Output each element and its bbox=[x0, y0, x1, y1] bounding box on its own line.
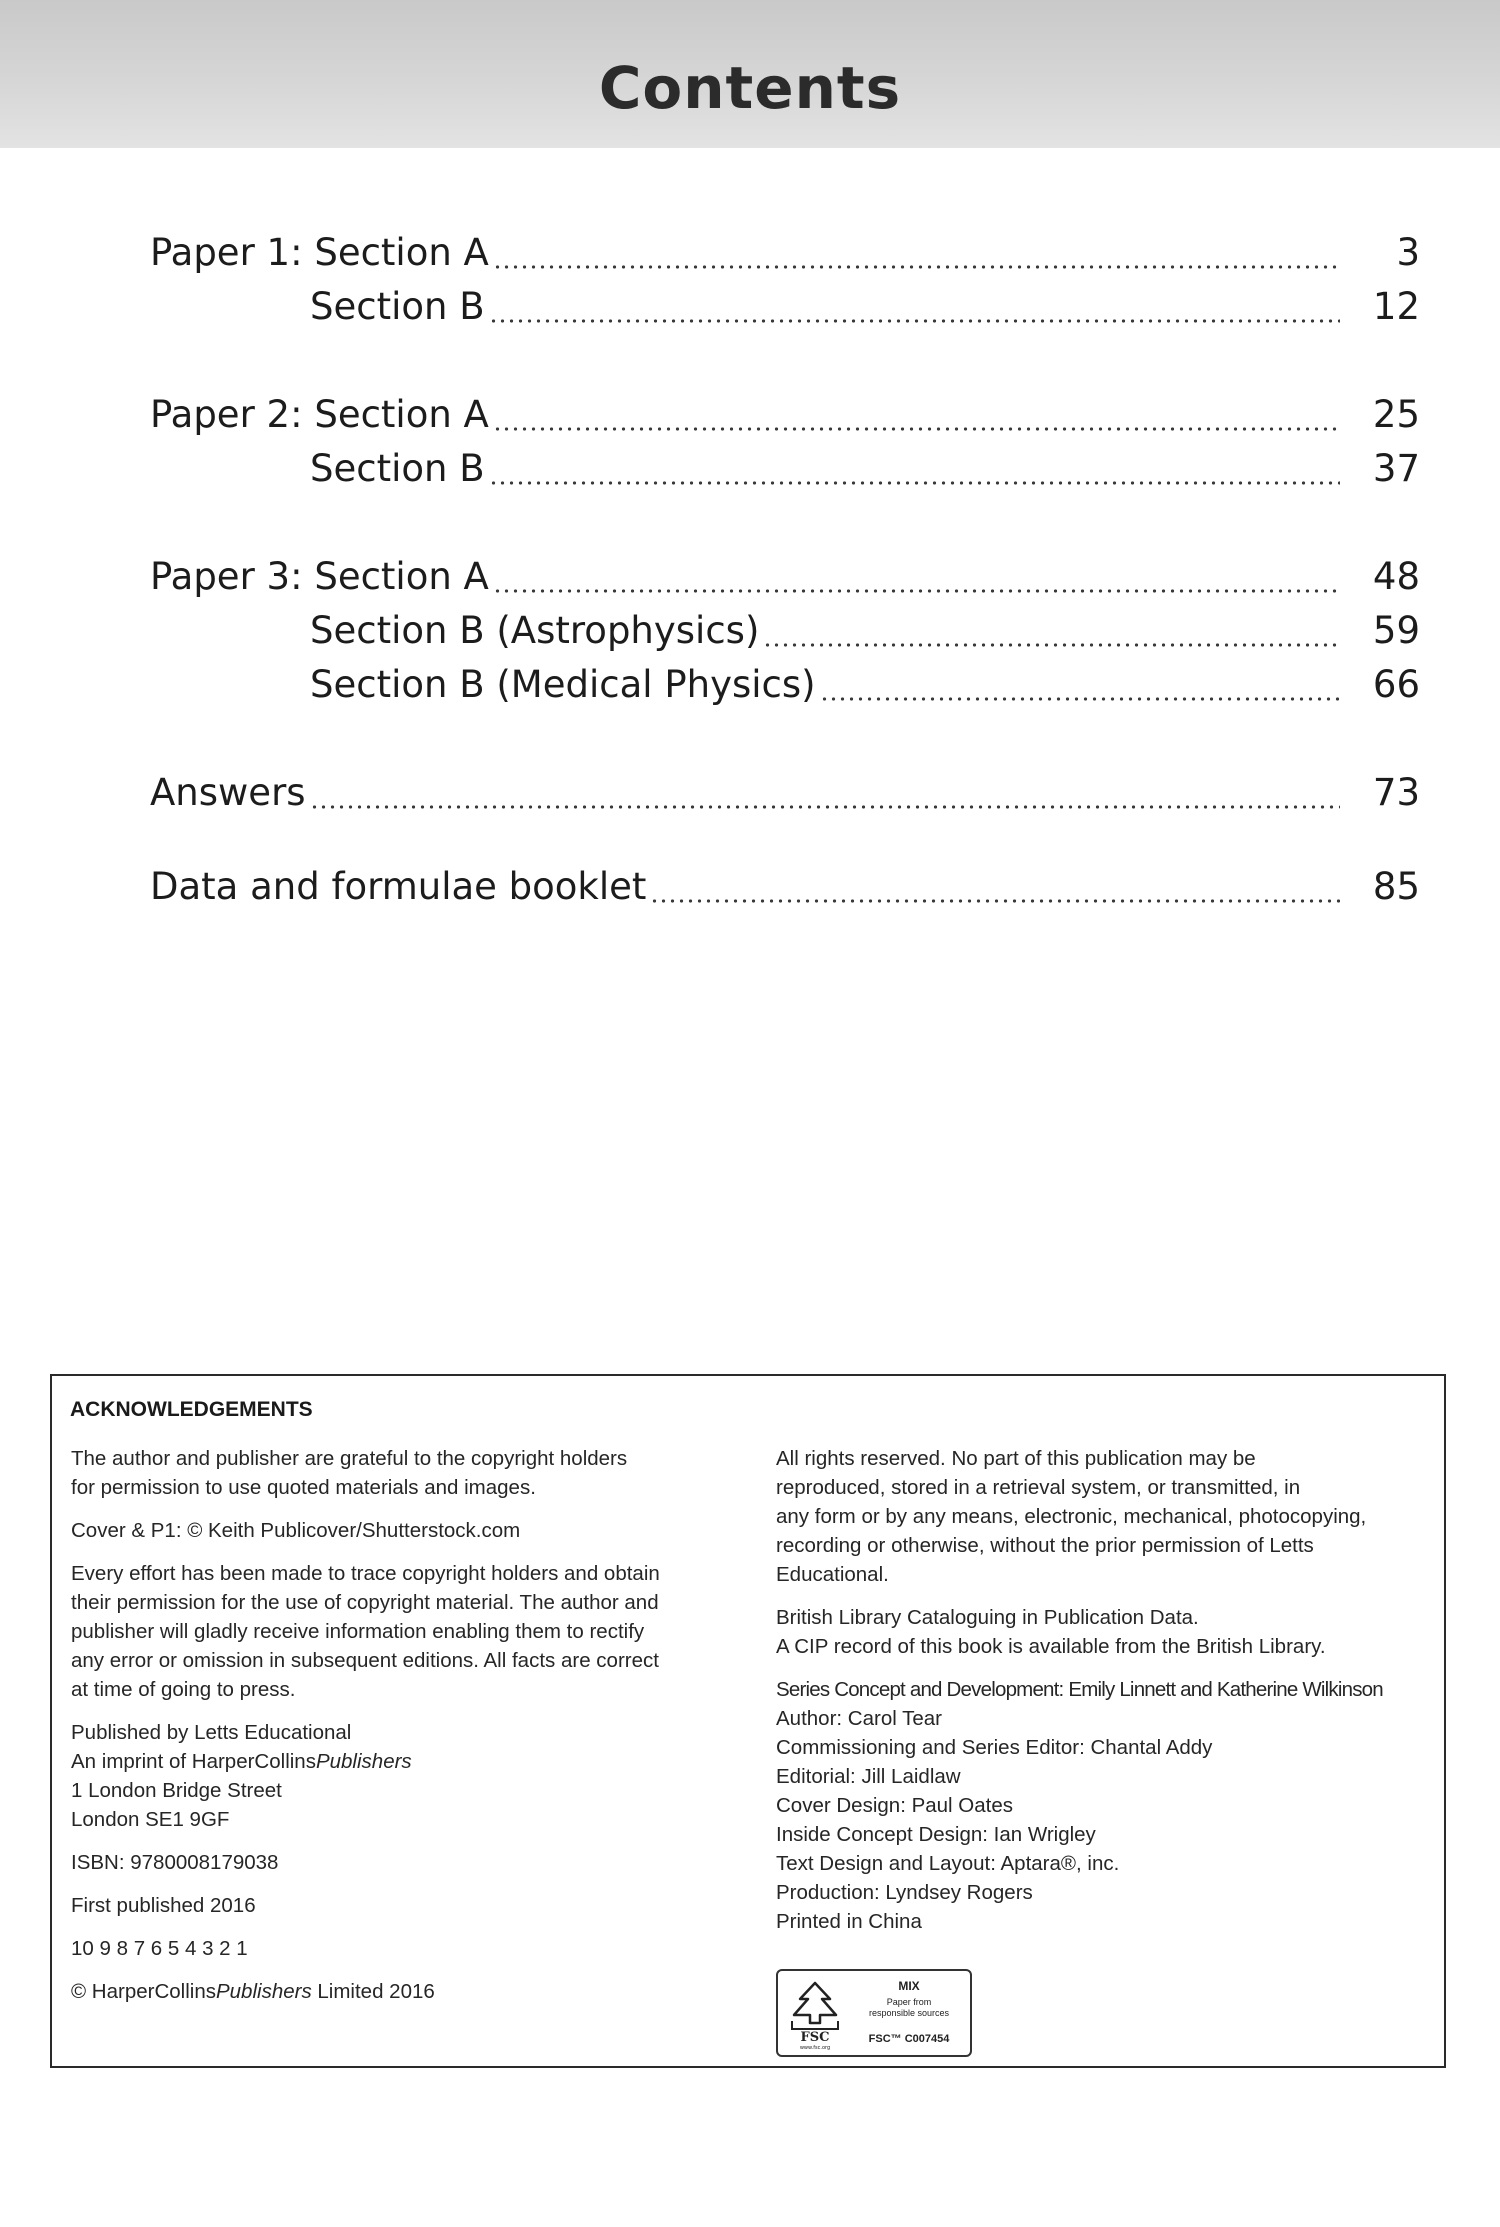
toc-page-number: 73 bbox=[1372, 771, 1420, 814]
dot-leader bbox=[820, 668, 1340, 702]
acknowledgements-right-column bbox=[776, 1444, 1436, 1950]
toc-entry-label: Paper 2: Section A bbox=[150, 393, 489, 436]
toc-entry-label: Paper 3: Section A bbox=[150, 555, 489, 598]
toc-entry-paper2-section-b[interactable] bbox=[310, 440, 1420, 490]
toc-entry-label: Section B bbox=[310, 285, 485, 328]
toc-entry-paper3-astrophysics[interactable] bbox=[310, 602, 1420, 652]
toc-page-number: 37 bbox=[1372, 447, 1420, 490]
toc-entry-paper1-section-b[interactable] bbox=[310, 278, 1420, 328]
dot-leader bbox=[489, 452, 1340, 486]
acknowledgements-title: ACKNOWLEDGEMENTS bbox=[70, 1398, 313, 1421]
toc-page-number: 85 bbox=[1372, 865, 1420, 908]
page-title: Contents bbox=[598, 54, 902, 122]
toc-page-number: 25 bbox=[1372, 393, 1420, 436]
svg-text:www.fsc.org: www.fsc.org bbox=[799, 2045, 831, 2051]
dot-leader bbox=[763, 614, 1340, 648]
ack-publisher-address: Published by Letts Educational An imprint of HarperCollinsPublishers 1 London Bridge Street London SE1 9GF bbox=[71, 1721, 412, 1831]
dot-leader bbox=[493, 560, 1340, 594]
ack-effort-paragraph: Every effort has been made to trace copyright holders and obtain their permission for the use of copyright material. The author and publisher will gladly receive information enabling them to rectify any error or omission in subsequent editions. All facts are correct at time of going to press. bbox=[71, 1562, 660, 1701]
toc-entry-paper3-section-a[interactable] bbox=[150, 548, 1420, 598]
toc-entry-label: Paper 1: Section A bbox=[150, 231, 489, 274]
toc-page-number: 59 bbox=[1372, 609, 1420, 652]
ack-copyright: © HarperCollinsPublishers Limited 2016 bbox=[71, 1980, 435, 2003]
toc-entry-answers[interactable] bbox=[150, 764, 1420, 814]
toc-page-number: 3 bbox=[1396, 231, 1420, 274]
ack-permission-paragraph: The author and publisher are grateful to the copyright holders for permission to use quoted materials and images. bbox=[71, 1447, 628, 1499]
toc-entry-label: Section B bbox=[310, 447, 485, 490]
ack-credits-list: Series Concept and Development: Emily Linnett and Katherine Wilkinson Author: Carol Tear Commissioning and Series Editor: Chantal Addy Editorial: Jill Laidlaw Cover Design: Paul Oates Inside Concept Design: Ian Wrigley Text Design and Layout: Aptara®, inc. Production: Lyndsey Rogers Printed in China bbox=[776, 1678, 1383, 1933]
toc-entry-paper3-medical-physics[interactable] bbox=[310, 656, 1420, 706]
ack-print-line: 10 9 8 7 6 5 4 3 2 1 bbox=[71, 1937, 248, 1960]
toc-entry-data-formulae-booklet[interactable] bbox=[150, 858, 1420, 908]
toc-entry-label: Section B (Medical Physics) bbox=[310, 663, 816, 706]
page-header bbox=[0, 0, 1500, 148]
dot-leader bbox=[489, 290, 1340, 324]
fsc-code: FSC™ C007454 bbox=[868, 2033, 950, 2045]
svg-text:FSC: FSC bbox=[800, 2030, 830, 2045]
acknowledgements-left-column bbox=[71, 1444, 751, 2020]
ack-isbn: ISBN: 9780008179038 bbox=[71, 1851, 279, 1874]
ack-rights-paragraph: All rights reserved. No part of this publication may be reproduced, stored in a retrieval system, or transmitted, in any form or by any means, electronic, mechanical, photocopying, recording or otherwise, without the prior permission of Letts Educational. bbox=[776, 1447, 1367, 1586]
toc-entry-label: Data and formulae booklet bbox=[150, 865, 647, 908]
acknowledgements-box bbox=[50, 1374, 1446, 2068]
toc-page-number: 48 bbox=[1372, 555, 1420, 598]
toc-page-number: 66 bbox=[1372, 663, 1420, 706]
toc-entry-paper1-section-a[interactable] bbox=[150, 224, 1420, 274]
dot-leader bbox=[493, 236, 1340, 270]
toc-entry-label: Answers bbox=[150, 771, 306, 814]
fsc-logo bbox=[776, 1969, 972, 2057]
ack-cataloguing-paragraph: British Library Cataloguing in Publication Data. A CIP record of this book is available from the British Library. bbox=[776, 1606, 1326, 1658]
toc-entry-paper2-section-a[interactable] bbox=[150, 386, 1420, 436]
toc-page-number: 12 bbox=[1372, 285, 1420, 328]
dot-leader bbox=[650, 870, 1340, 904]
dot-leader bbox=[310, 776, 1340, 810]
ack-first-published: First published 2016 bbox=[71, 1894, 256, 1917]
ack-cover-credit: Cover & P1: © Keith Publicover/Shutterstock.com bbox=[71, 1519, 521, 1542]
fsc-tree-icon bbox=[784, 1977, 846, 2051]
toc-entry-label: Section B (Astrophysics) bbox=[310, 609, 760, 652]
fsc-sub-label: Paper from responsible sources bbox=[868, 1997, 950, 2018]
fsc-mix-label: MIX bbox=[898, 1979, 920, 1993]
dot-leader bbox=[493, 398, 1340, 432]
